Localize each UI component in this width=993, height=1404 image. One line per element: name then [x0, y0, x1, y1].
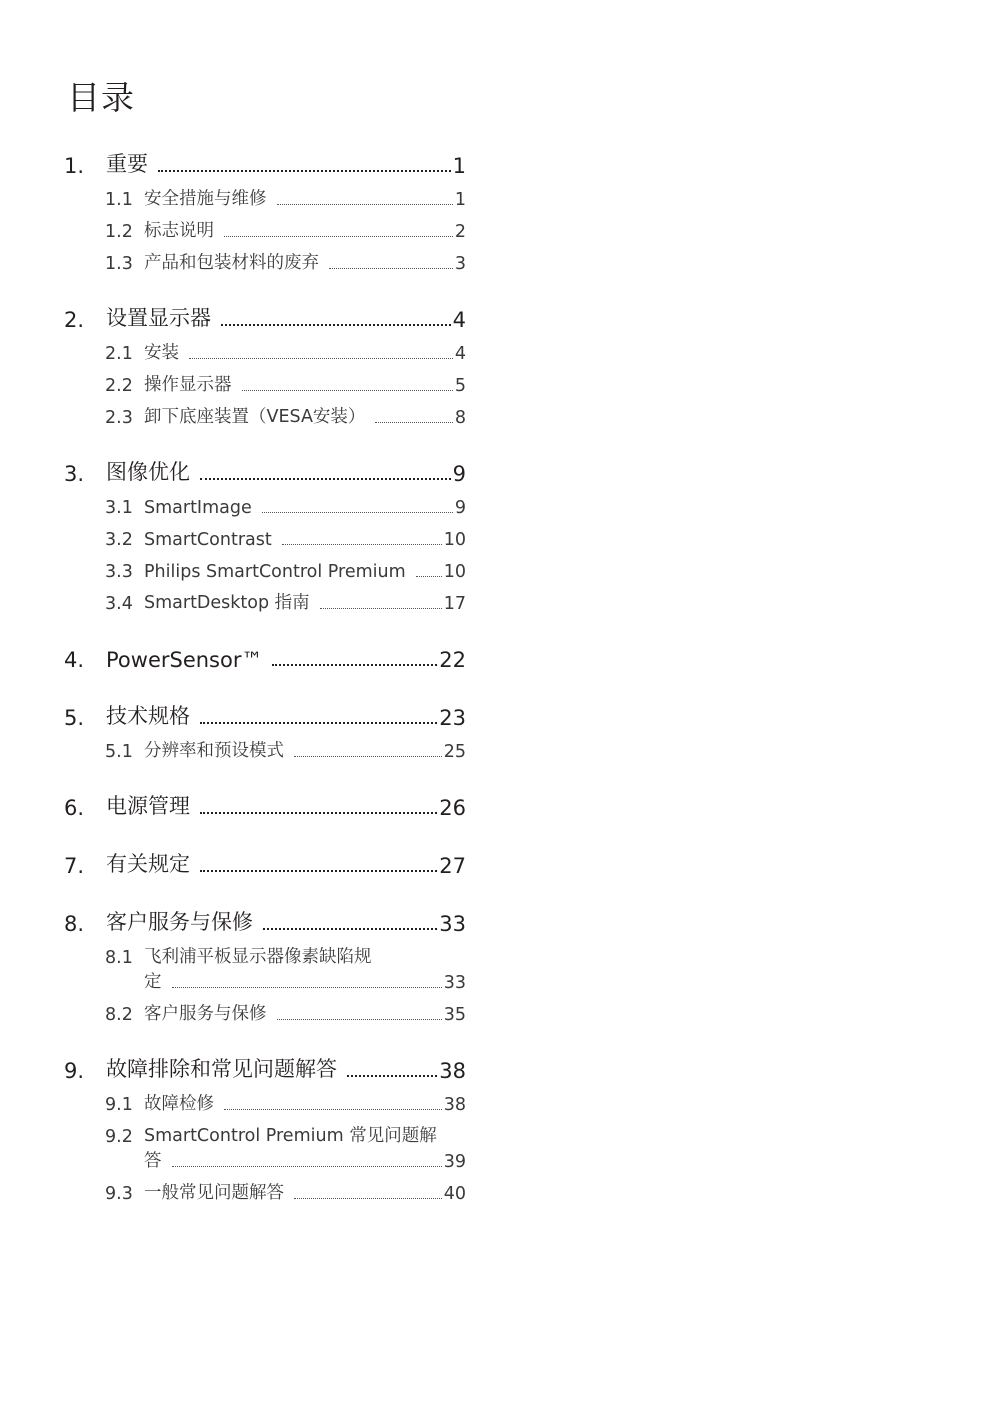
section-number: 5.1 — [105, 742, 133, 762]
page-number: 2 — [454, 222, 466, 242]
page-number: 10 — [443, 562, 466, 582]
dot-leader — [320, 608, 442, 609]
toc-subentry[interactable] — [64, 518, 466, 550]
toc-chapter — [64, 1051, 466, 1204]
page-number: 9 — [454, 498, 466, 518]
toc-entry[interactable] — [64, 846, 466, 878]
page-number: 10 — [443, 530, 466, 550]
toc-subentry[interactable] — [64, 210, 466, 242]
section-title: 分辨率和预设模式 — [144, 741, 284, 761]
dot-leader — [277, 204, 453, 205]
section-number: 8.1 — [105, 948, 133, 968]
section-title: SmartContrast — [144, 530, 272, 550]
section-title: 产品和包装材料的废弃 — [144, 253, 319, 273]
toc-chapter — [64, 300, 466, 428]
page-number: 9 — [452, 462, 466, 486]
page-number: 38 — [439, 1059, 466, 1083]
toc-subentry[interactable] — [64, 332, 466, 364]
toc-subentry[interactable] — [64, 582, 466, 614]
toc-chapter — [64, 146, 466, 274]
page-number: 38 — [443, 1095, 466, 1115]
chapter-number: 7. — [64, 854, 85, 878]
section-title: SmartControl Premium 常见问题解 — [144, 1126, 437, 1146]
dot-leader — [277, 1019, 442, 1020]
dot-leader — [224, 1109, 442, 1110]
toc-subentry[interactable] — [64, 486, 466, 518]
chapter-number: 4. — [64, 648, 85, 672]
dot-leader — [158, 170, 451, 172]
page-title: 目录 — [67, 78, 135, 117]
section-title: 故障检修 — [144, 1094, 214, 1114]
toc-subentry[interactable] — [64, 936, 466, 993]
section-number: 1.2 — [105, 222, 133, 242]
page-number: 4 — [452, 308, 466, 332]
toc-subentry[interactable] — [64, 1172, 466, 1204]
section-number: 3.1 — [105, 498, 133, 518]
page-number: 39 — [443, 1152, 466, 1172]
chapter-number: 5. — [64, 706, 85, 730]
dot-leader — [172, 987, 442, 988]
page-number: 35 — [443, 1005, 466, 1025]
toc-subentry[interactable] — [64, 550, 466, 582]
dot-leader — [200, 722, 437, 724]
toc-entry[interactable] — [64, 698, 466, 730]
section-title: SmartDesktop 指南 — [144, 593, 310, 613]
page-number: 1 — [452, 154, 466, 178]
section-number: 2.1 — [105, 344, 133, 364]
toc-entry[interactable] — [64, 1051, 466, 1083]
section-number: 3.3 — [105, 562, 133, 582]
page-number: 33 — [443, 973, 466, 993]
chapter-title: PowerSensor™ — [106, 648, 263, 672]
section-title-continued: 答 — [144, 1151, 162, 1171]
dot-leader — [329, 268, 453, 269]
dot-leader — [221, 324, 451, 326]
chapter-number: 9. — [64, 1059, 85, 1083]
dot-leader — [224, 236, 453, 237]
section-title: 飞利浦平板显示器像素缺陷规 — [144, 947, 372, 967]
page-number: 1 — [454, 190, 466, 210]
page-number: 26 — [439, 796, 466, 820]
chapter-title: 技术规格 — [106, 704, 190, 728]
toc-subentry[interactable] — [64, 993, 466, 1025]
toc-subentry[interactable] — [64, 242, 466, 274]
toc-chapter — [64, 698, 466, 762]
dot-leader — [189, 358, 453, 359]
chapter-number: 6. — [64, 796, 85, 820]
page-number: 33 — [439, 912, 466, 936]
chapter-title: 设置显示器 — [106, 306, 211, 330]
page-number: 5 — [454, 376, 466, 396]
toc-entry[interactable] — [64, 788, 466, 820]
toc-subentry[interactable] — [64, 1115, 466, 1172]
section-title: 卸下底座装置（VESA安装） — [144, 407, 366, 427]
section-title: 安全措施与维修 — [144, 189, 267, 209]
page-number: 22 — [439, 648, 466, 672]
section-number: 2.3 — [105, 408, 133, 428]
section-title: SmartImage — [144, 498, 252, 518]
section-title: 操作显示器 — [144, 375, 232, 395]
toc-subentry[interactable] — [64, 364, 466, 396]
chapter-number: 8. — [64, 912, 85, 936]
dot-leader — [294, 756, 442, 757]
dot-leader — [172, 1166, 442, 1167]
section-number: 1.1 — [105, 190, 133, 210]
toc-entry[interactable] — [64, 300, 466, 332]
section-title: 标志说明 — [144, 221, 214, 241]
dot-leader — [416, 576, 442, 577]
dot-leader — [282, 544, 442, 545]
dot-leader — [262, 512, 453, 513]
toc-chapter — [64, 846, 466, 878]
toc-entry[interactable] — [64, 904, 466, 936]
toc-entry[interactable] — [64, 454, 466, 486]
toc-chapter — [64, 454, 466, 614]
toc-subentry[interactable] — [64, 178, 466, 210]
dot-leader — [242, 390, 453, 391]
page-number: 8 — [454, 408, 466, 428]
section-number: 8.2 — [105, 1005, 133, 1025]
section-number: 1.3 — [105, 254, 133, 274]
page-number: 40 — [443, 1184, 466, 1204]
section-number: 9.2 — [105, 1127, 133, 1147]
section-title: 一般常见问题解答 — [144, 1183, 284, 1203]
toc-entry[interactable] — [64, 640, 466, 672]
toc-subentry[interactable] — [64, 730, 466, 762]
page-number: 4 — [454, 344, 466, 364]
dot-leader — [272, 664, 437, 666]
dot-leader — [294, 1198, 442, 1199]
chapter-number: 1. — [64, 154, 85, 178]
section-number: 9.1 — [105, 1095, 133, 1115]
chapter-title: 图像优化 — [106, 460, 190, 484]
chapter-title: 有关规定 — [106, 852, 190, 876]
page-number: 3 — [454, 254, 466, 274]
section-title-continued: 定 — [144, 972, 162, 992]
section-title: Philips SmartControl Premium — [144, 562, 406, 582]
page-number: 25 — [443, 742, 466, 762]
dot-leader — [263, 928, 437, 930]
chapter-title: 故障排除和常见问题解答 — [106, 1057, 337, 1081]
toc-chapter — [64, 788, 466, 820]
section-number: 2.2 — [105, 376, 133, 396]
toc-subentry[interactable] — [64, 1083, 466, 1115]
chapter-title: 重要 — [106, 152, 148, 176]
chapter-title: 电源管理 — [106, 794, 190, 818]
chapter-number: 3. — [64, 462, 85, 486]
dot-leader — [200, 870, 437, 872]
toc-subentry[interactable] — [64, 396, 466, 428]
toc-chapter — [64, 640, 466, 672]
toc-entry[interactable] — [64, 146, 466, 178]
section-title: 客户服务与保修 — [144, 1004, 267, 1024]
section-number: 9.3 — [105, 1184, 133, 1204]
page-number: 17 — [443, 594, 466, 614]
dot-leader — [200, 812, 437, 814]
dot-leader — [347, 1075, 437, 1077]
table-of-contents — [64, 146, 466, 1230]
section-number: 3.4 — [105, 594, 133, 614]
section-title: 安装 — [144, 343, 179, 363]
toc-chapter — [64, 904, 466, 1025]
dot-leader — [375, 422, 452, 423]
chapter-title: 客户服务与保修 — [106, 910, 253, 934]
chapter-number: 2. — [64, 308, 85, 332]
section-number: 3.2 — [105, 530, 133, 550]
dot-leader — [200, 478, 451, 480]
page-number: 23 — [439, 706, 466, 730]
page-number: 27 — [439, 854, 466, 878]
